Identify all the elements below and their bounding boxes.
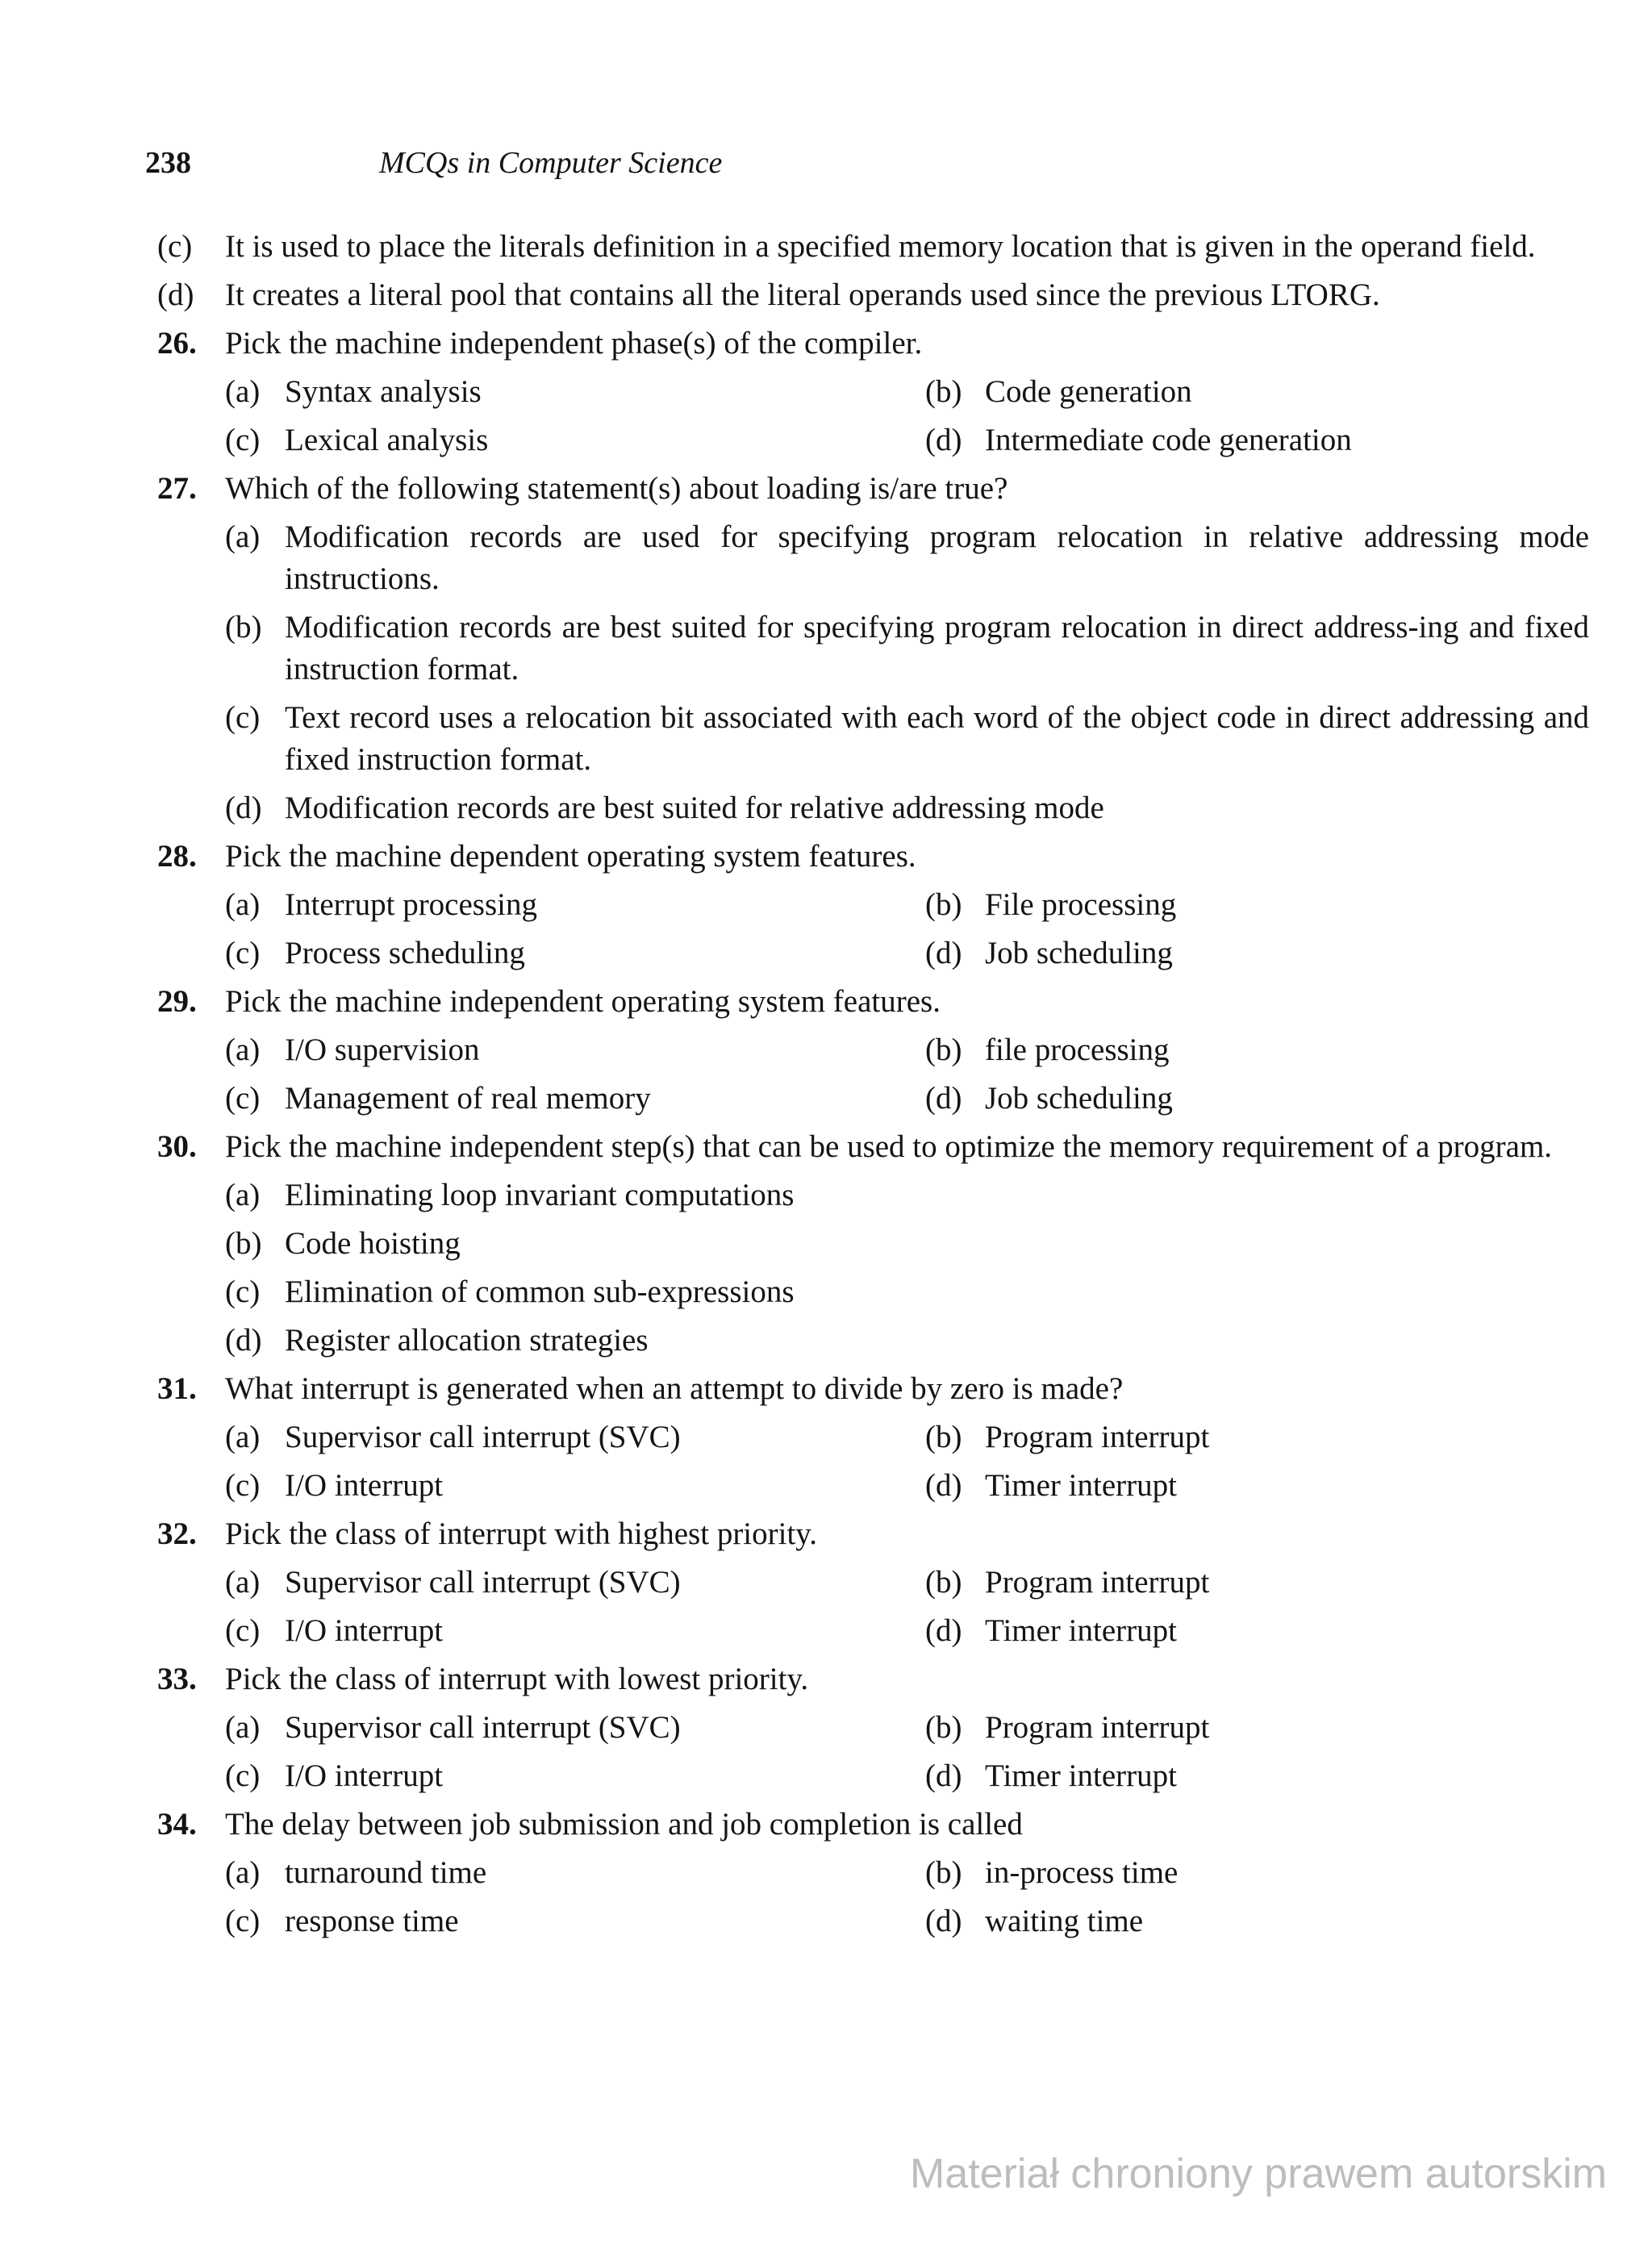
option-list: [225, 1416, 1589, 1507]
answer-option: [225, 1900, 925, 1942]
option-text: Modification records are used for specifying program relocation in relative addressing mode instructions.: [285, 519, 1589, 596]
option-text: Register allocation strategies: [285, 1323, 649, 1358]
option-text: Job scheduling: [985, 936, 1173, 970]
question-number: 33.: [157, 1662, 197, 1696]
option-text: Supervisor call interrupt (SVC): [285, 1710, 681, 1745]
option-letter: (b): [925, 1032, 962, 1067]
answer-option: [925, 1900, 1589, 1942]
question-item: [157, 981, 1589, 1120]
option-letter: (c): [225, 1758, 261, 1793]
answer-option: [225, 932, 925, 974]
option-text: waiting time: [985, 1904, 1144, 1938]
option-letter: (b): [925, 1710, 962, 1745]
question-text: Pick the class of interrupt with highest priority.: [225, 1516, 818, 1551]
option-letter: (d): [225, 791, 262, 825]
option-text: Program interrupt: [985, 1710, 1210, 1745]
answer-option: [225, 1416, 925, 1458]
option-letter: (d): [925, 1081, 962, 1116]
option-letter: (c): [225, 1081, 261, 1116]
option-text: Program interrupt: [985, 1565, 1210, 1600]
option-letter: (b): [925, 1565, 962, 1600]
option-list: [225, 1174, 1589, 1362]
page-header: [145, 145, 722, 194]
question-text: The delay between job submission and job completion is called: [225, 1807, 1023, 1842]
answer-option: [225, 1078, 925, 1120]
option-letter: (c): [225, 1468, 261, 1503]
question-item: [157, 1804, 1589, 1942]
option-letter: (a): [225, 1565, 261, 1600]
option-letter: (a): [225, 374, 261, 409]
answer-option: [925, 932, 1589, 974]
answer-option: [225, 1852, 925, 1894]
option-letter: (b): [925, 1420, 962, 1454]
option-text: Program interrupt: [985, 1420, 1210, 1454]
answer-option: [925, 1707, 1589, 1749]
question-item: [157, 1126, 1589, 1362]
option-list: [225, 1562, 1589, 1652]
question-number: 28.: [157, 839, 197, 874]
answer-option: [225, 787, 1589, 829]
option-text: I/O interrupt: [285, 1758, 444, 1793]
answer-option: [925, 1755, 1589, 1797]
option-letter: (d): [157, 277, 194, 312]
option-text: Timer interrupt: [985, 1613, 1177, 1648]
question-number: 32.: [157, 1516, 197, 1551]
page-content: [157, 226, 1589, 1949]
option-text: Eliminating loop invariant computations: [285, 1178, 795, 1212]
option-letter: (c): [225, 1274, 261, 1309]
option-letter: (b): [925, 887, 962, 922]
question-text: Pick the machine independent phase(s) of the compiler.: [225, 326, 923, 361]
answer-option: [225, 419, 925, 461]
option-text: I/O supervision: [285, 1032, 480, 1067]
answer-option: [225, 1707, 925, 1749]
option-text: Lexical analysis: [285, 423, 489, 457]
option-letter: (c): [225, 423, 261, 457]
question-item: [157, 323, 1589, 461]
option-text: Modification records are best suited for specifying program relocation in direct address-ing and fixed instruction format.: [285, 610, 1589, 686]
option-letter: (a): [225, 1710, 261, 1745]
option-text: Process scheduling: [285, 936, 525, 970]
question-text: Pick the machine dependent operating system features.: [225, 839, 916, 874]
answer-option: [225, 1223, 1589, 1265]
answer-option: [225, 1610, 925, 1652]
answer-option: [925, 1852, 1589, 1894]
option-list: [225, 1852, 1589, 1942]
option-text: It creates a literal pool that contains all the literal operands used since the previous LTORG.: [225, 277, 1380, 312]
running-title: MCQs in Computer Science: [379, 146, 723, 180]
option-list: [225, 371, 1589, 461]
option-letter: (d): [225, 1323, 262, 1358]
option-text: I/O interrupt: [285, 1613, 444, 1648]
continued-option: [157, 274, 1589, 316]
option-letter: (d): [925, 1613, 962, 1648]
option-text: response time: [285, 1904, 459, 1938]
option-letter: (b): [225, 1226, 262, 1261]
answer-option: [925, 1465, 1589, 1507]
option-text: Timer interrupt: [985, 1758, 1177, 1793]
option-letter: (b): [225, 610, 262, 645]
question-text: Pick the machine independent operating system features.: [225, 984, 941, 1019]
option-letter: (d): [925, 1904, 962, 1938]
answer-option: [925, 884, 1589, 926]
answer-option: [225, 1562, 925, 1604]
option-letter: (c): [225, 936, 261, 970]
option-text: file processing: [985, 1032, 1170, 1067]
continued-options: [157, 226, 1589, 316]
option-letter: (c): [225, 700, 261, 735]
option-letter: (d): [925, 936, 962, 970]
option-letter: (a): [225, 1178, 261, 1212]
question-list: [157, 323, 1589, 1942]
question-item: [157, 468, 1589, 829]
option-list: [225, 884, 1589, 974]
answer-option: [225, 884, 925, 926]
question-number: 34.: [157, 1807, 197, 1842]
answer-option: [225, 1465, 925, 1507]
answer-option: [925, 1610, 1589, 1652]
option-text: Job scheduling: [985, 1081, 1173, 1116]
option-letter: (a): [225, 519, 261, 554]
question-number: 29.: [157, 984, 197, 1019]
option-letter: (a): [225, 1855, 261, 1890]
answer-option: [225, 1320, 1589, 1362]
answer-option: [925, 1078, 1589, 1120]
option-text: Intermediate code generation: [985, 423, 1352, 457]
option-letter: (a): [225, 1032, 261, 1067]
answer-option: [225, 697, 1589, 781]
question-number: 31.: [157, 1371, 197, 1406]
answer-option: [925, 1029, 1589, 1071]
option-text: Elimination of common sub-expressions: [285, 1274, 795, 1309]
answer-option: [925, 1562, 1589, 1604]
answer-option: [225, 1755, 925, 1797]
answer-option: [925, 419, 1589, 461]
option-letter: (c): [157, 229, 193, 264]
option-text: Text record uses a relocation bit associated with each word of the object code in direct addressing and fixed instruction format.: [285, 700, 1589, 777]
option-text: in-process time: [985, 1855, 1179, 1890]
answer-option: [225, 1029, 925, 1071]
option-list: [225, 1029, 1589, 1120]
question-text: Pick the class of interrupt with lowest priority.: [225, 1662, 809, 1696]
option-text: Management of real memory: [285, 1081, 651, 1116]
option-letter: (b): [925, 374, 962, 409]
page-number: 238: [145, 146, 191, 180]
answer-option: [925, 1416, 1589, 1458]
option-text: Timer interrupt: [985, 1468, 1177, 1503]
option-list: [225, 516, 1589, 829]
question-item: [157, 1513, 1589, 1652]
option-letter: (d): [925, 1468, 962, 1503]
option-text: I/O interrupt: [285, 1468, 444, 1503]
option-letter: (d): [925, 423, 962, 457]
answer-option: [925, 371, 1589, 413]
question-number: 27.: [157, 471, 197, 506]
copyright-watermark: Materiał chroniony prawem autorskim: [910, 2150, 1608, 2197]
option-text: File processing: [985, 887, 1177, 922]
option-text: Code hoisting: [285, 1226, 461, 1261]
question-number: 30.: [157, 1129, 197, 1164]
option-letter: (c): [225, 1904, 261, 1938]
option-letter: (a): [225, 887, 261, 922]
question-text: Pick the machine independent step(s) that can be used to optimize the memory requirement of a program.: [225, 1129, 1553, 1164]
answer-option: [225, 607, 1589, 690]
answer-option: [225, 1174, 1589, 1216]
option-letter: (d): [925, 1758, 962, 1793]
option-text: Modification records are best suited for relative addressing mode: [285, 791, 1104, 825]
option-text: turnaround time: [285, 1855, 487, 1890]
option-letter: (b): [925, 1855, 962, 1890]
answer-option: [225, 371, 925, 413]
option-text: It is used to place the literals definition in a specified memory location that is given in the operand field.: [225, 229, 1536, 264]
option-text: Code generation: [985, 374, 1192, 409]
option-text: Interrupt processing: [285, 887, 537, 922]
option-text: Supervisor call interrupt (SVC): [285, 1420, 681, 1454]
question-item: [157, 1658, 1589, 1797]
question-number: 26.: [157, 326, 197, 361]
option-text: Supervisor call interrupt (SVC): [285, 1565, 681, 1600]
question-text: Which of the following statement(s) about loading is/are true?: [225, 471, 1008, 506]
answer-option: [225, 516, 1589, 600]
option-text: Syntax analysis: [285, 374, 482, 409]
answer-option: [225, 1271, 1589, 1313]
question-item: [157, 1368, 1589, 1507]
question-text: What interrupt is generated when an attempt to divide by zero is made?: [225, 1371, 1124, 1406]
option-letter: (a): [225, 1420, 261, 1454]
option-letter: (c): [225, 1613, 261, 1648]
question-item: [157, 836, 1589, 974]
continued-option: [157, 226, 1589, 268]
option-list: [225, 1707, 1589, 1797]
